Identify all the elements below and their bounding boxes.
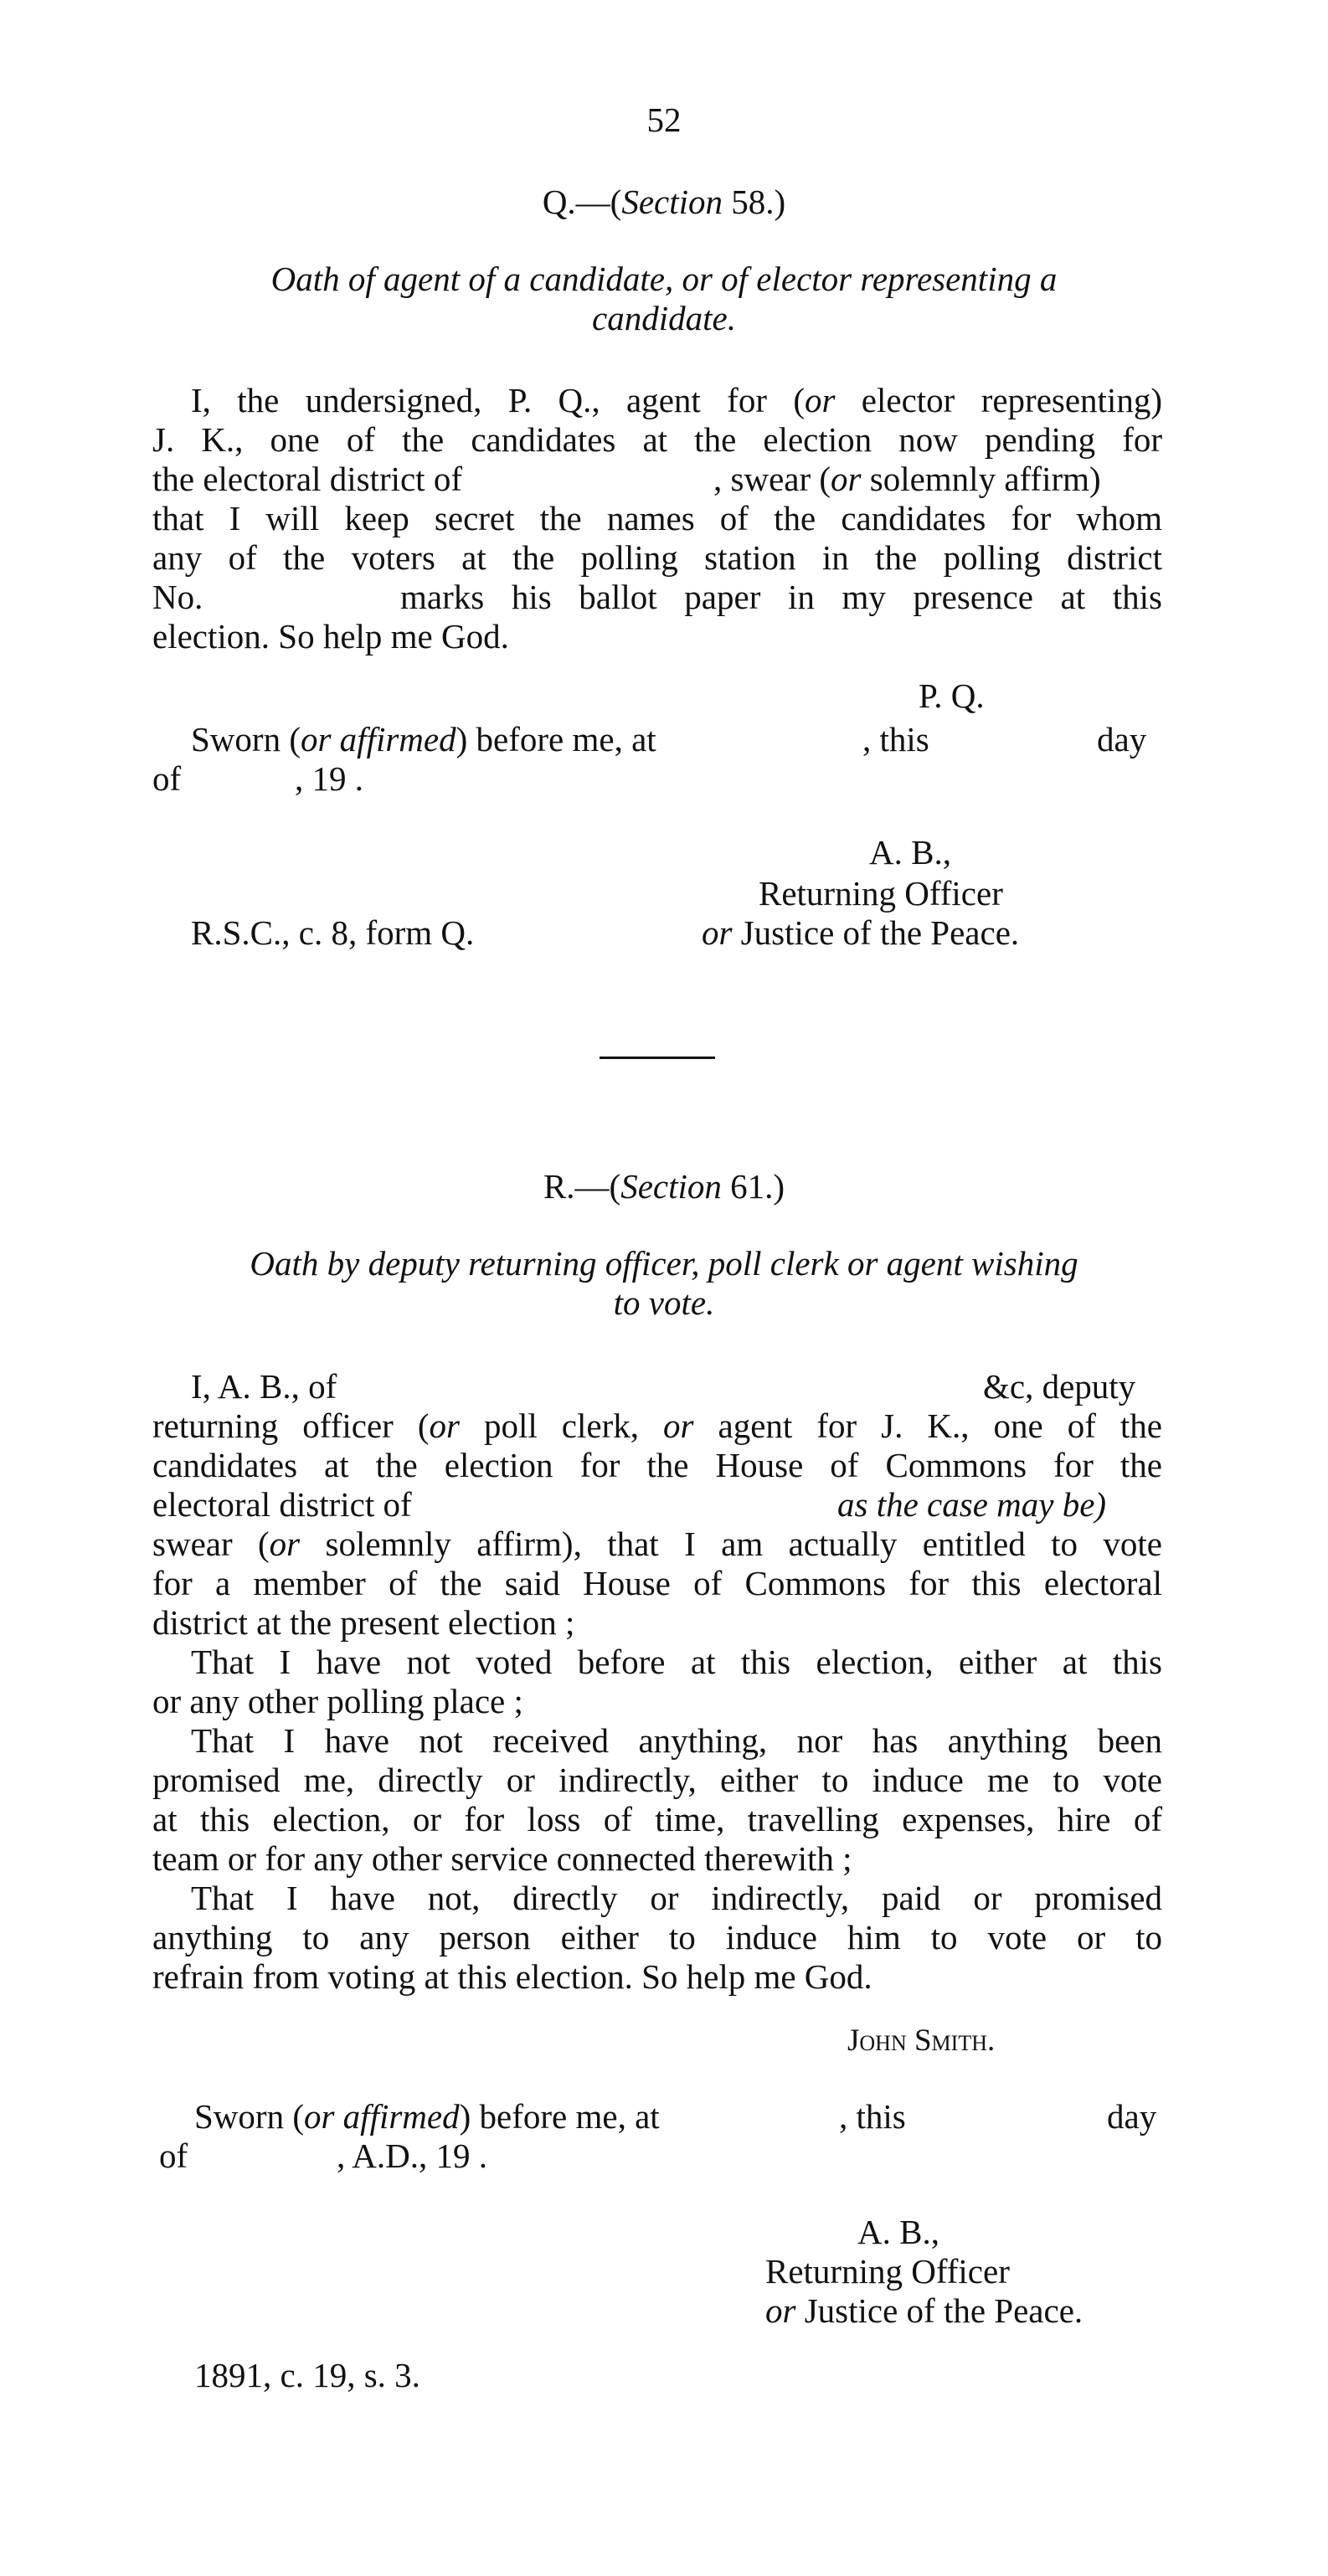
- form-q-heading: Q.—(Section 58.): [542, 183, 786, 221]
- form-r-p1-line: returning officer (or poll clerk, or agent for J. K., one of the: [152, 1406, 1162, 1445]
- form-r-sworn-year: , A.D., 19 .: [337, 2136, 487, 2175]
- form-r-title-line2: to vote.: [613, 1283, 715, 1322]
- form-q-body-line-cont: marks his ballot paper in my presence at this: [400, 578, 1162, 616]
- form-q-sworn-day: day: [1097, 720, 1147, 758]
- form-r-p1-line-cont: &c, deputy: [983, 1367, 1136, 1406]
- form-r-p4-line: That I have not, directly or indirectly, paid or promised: [191, 1879, 1162, 1917]
- form-r-p3-line: That I have not received anything, nor has anything been: [191, 1721, 1162, 1760]
- form-r-signer: John Smith.: [847, 2023, 996, 2058]
- form-r-p1-line: swear (or solemnly affirm), that I am actually entitled to vote: [152, 1525, 1162, 1563]
- form-q-sworn-year: , 19 .: [295, 759, 363, 798]
- form-r-officer-title: Returning Officer: [765, 2252, 1010, 2291]
- form-q-sworn-this: , this: [862, 720, 929, 758]
- form-r-p1-line: district at the present election ;: [152, 1603, 575, 1642]
- form-r-p1-line: electoral district of: [152, 1485, 412, 1524]
- form-q-citation: R.S.C., c. 8, form Q.: [191, 913, 475, 952]
- form-r-sworn-day: day: [1107, 2097, 1157, 2136]
- form-r-sworn-this: , this: [839, 2097, 906, 2136]
- form-q-sworn: Sworn (or affirmed) before me, at: [191, 720, 656, 758]
- form-r-p1-line: I, A. B., of: [191, 1367, 337, 1406]
- form-q-body-line: I, the undersigned, P. Q., agent for (or elector representing): [191, 381, 1162, 419]
- form-q-officer-title: Returning Officer: [759, 874, 1003, 913]
- form-r-sworn-of: of: [159, 2136, 188, 2175]
- form-q-body-line: any of the voters at the polling station in the polling district: [152, 538, 1162, 577]
- form-q-body-line: election. So help me God.: [152, 617, 509, 656]
- form-r-heading: R.—(Section 61.): [543, 1167, 785, 1206]
- form-q-signer: P. Q.: [919, 676, 985, 715]
- form-q-title-line2: candidate.: [592, 299, 736, 337]
- form-q-body-line: No.: [152, 578, 203, 616]
- form-q-officer-name: A. B.,: [869, 833, 951, 872]
- form-r-p1-line-cont: as the case may be): [837, 1485, 1107, 1524]
- form-q-title-line1: Oath of agent of a candidate, or of elector representing a: [270, 260, 1058, 298]
- form-r-p3-line: promised me, directly or indirectly, either to induce me to vote: [152, 1761, 1162, 1799]
- form-q-body-line-cont: , swear (or solemnly affirm): [713, 460, 1101, 498]
- form-r-p1-line: candidates at the election for the House of Commons for the: [152, 1446, 1162, 1484]
- form-q-sworn-of: of: [152, 759, 182, 798]
- form-q-body-line: J. K., one of the candidates at the election now pending for: [152, 420, 1162, 459]
- section-divider: [600, 1057, 715, 1059]
- form-r-officer-alt: or Justice of the Peace.: [765, 2291, 1084, 2330]
- form-r-title-line1: Oath by deputy returning officer, poll clerk or agent wishing: [250, 1244, 1078, 1283]
- form-q-body-line: the electoral district of: [152, 460, 462, 498]
- form-r-p2-line: That I have not voted before at this election, either at this: [191, 1643, 1162, 1681]
- form-r-p4-line: anything to any person either to induce him to vote or to: [152, 1918, 1162, 1956]
- form-r-p1-line: for a member of the said House of Commons for this electoral: [152, 1564, 1162, 1602]
- page-number: 52: [646, 100, 682, 139]
- form-r-officer-name: A. B.,: [857, 2213, 939, 2251]
- form-r-p2-line: or any other polling place ;: [152, 1682, 523, 1720]
- form-r-sworn: Sworn (or affirmed) before me, at: [194, 2097, 660, 2136]
- form-r-p3-line: team or for any other service connected therewith ;: [152, 1839, 852, 1878]
- form-r-p4-line: refrain from voting at this election. So help me God.: [152, 1957, 872, 1996]
- form-r-citation: 1891, c. 19, s. 3.: [194, 2356, 420, 2394]
- form-q-body-line: that I will keep secret the names of the candidates for whom: [152, 499, 1162, 537]
- form-q-officer-alt: or Justice of the Peace.: [702, 913, 1020, 952]
- form-r-p3-line: at this election, or for loss of time, travelling expenses, hire of: [152, 1800, 1162, 1838]
